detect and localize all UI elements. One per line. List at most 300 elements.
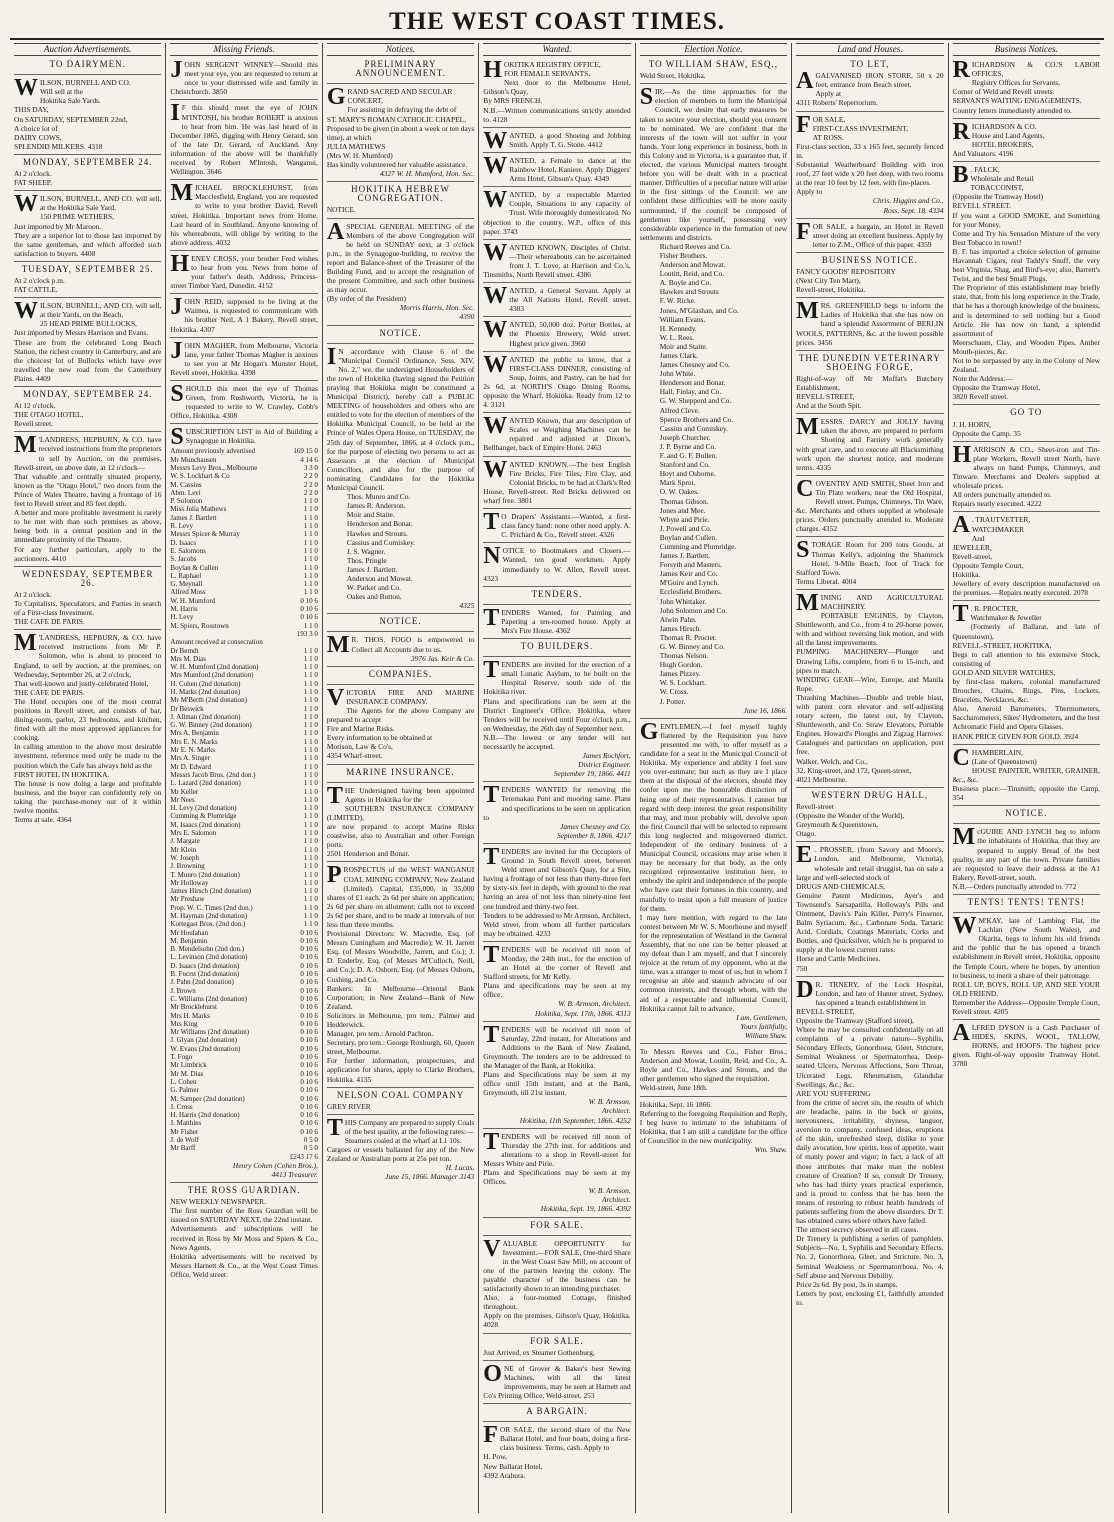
ad-body: A . TRAUTVETTER, WATCHMAKER And JEWELLER, Revell-street, Opposite Temple Court, Hokitika. Jewellery of every description manufactured on the premises.—Repairs neatly executed. 2078 bbox=[952, 512, 1100, 598]
subscription-row bbox=[170, 696, 317, 704]
subscription-amount: 0 10 6 bbox=[300, 1053, 318, 1062]
subscription-row bbox=[170, 837, 317, 845]
subscriber-name: Prop. W. C. Times (2nd don.) bbox=[170, 903, 253, 912]
subscription-amount: 0 10 6 bbox=[300, 1111, 318, 1120]
ad-body: CHAMBERLAIN, (Late of Queenstown) HOUSE PAINTER, WRITER, GRAINER, &c., &c. Business place:—Tinsmith, opposite the Camp. 354 bbox=[952, 744, 1100, 803]
subscription-row bbox=[170, 1012, 317, 1020]
subscriber-name: D. Isaacs bbox=[170, 538, 197, 547]
ad-body: T . R. PROCTER, Watchmaker & Jeweller (Formerly of Ballarat, and late of Queenstown), REVELL-STREET, HOKITIKA, Begs to call attention to his extensive Stock, consisting of GOLD AND SILVER WATCHES, by first-class makers, colonial manufactured Brooches, Chains, Rings, Pins, Lockets, Bracelets, Necklaces, &c. Also, Aneroid Barometers, Thermometers, Saccharometers, Sikes' Hydrometers, and the best Achromatic Field and Opera Glasses. BANK PRICE GIVEN FOR GOLD. 3924 bbox=[952, 601, 1100, 741]
ad-body: NOTICE to Bootmakers and Closers.—Wanted, ten good workmen. Apply immediately to W. Allen, Revell street. 4323 bbox=[483, 543, 631, 583]
advertisement bbox=[14, 298, 162, 387]
signatory-name: O. W. Oakes. bbox=[659, 487, 699, 497]
subscriber-name: W. S. Lockhart & Co bbox=[170, 472, 230, 481]
signatory-name: Anderson and Mowat. bbox=[659, 260, 726, 270]
subscription-amount: 1 1 0 bbox=[303, 812, 318, 821]
drop-cap: W bbox=[483, 152, 508, 179]
subscription-amount: 0 10 6 bbox=[300, 928, 318, 937]
subscriber-name: Mr M'Berth (2nd donation) bbox=[170, 696, 247, 705]
subscriber-name: Mr Williams (2nd donation) bbox=[170, 1028, 250, 1037]
drop-cap: T bbox=[483, 941, 500, 968]
advertisement bbox=[483, 1422, 631, 1483]
ad-body: JOHN SERGENT WINNEY—Should this meet your eye, you are requested to return at once to your distressed wife and family in Christchurch. 3850 bbox=[170, 57, 318, 97]
ad-title: TENDERS. bbox=[531, 588, 583, 599]
signatory-name: H. Kennedy. bbox=[659, 323, 697, 333]
ad-body: McGUIRE AND LYNCH beg to inform the inhabitants of Hokitika, that they are prepared to supply Bread of the best quality, in any part of the town. Private families are requested to leave their address at the A1 Bakery, Revell-street, south. N.B.—Orders punctually attended to. 772 bbox=[952, 824, 1100, 891]
subscriber-name: Mrs M. Dias bbox=[170, 654, 207, 663]
advertisement bbox=[952, 162, 1100, 405]
subscription-row bbox=[170, 447, 317, 455]
subscriber-name: C. Williams (2nd donation) bbox=[170, 994, 248, 1003]
subscription-row bbox=[170, 929, 317, 937]
ad-body: At 2 o'clock. To Capitalists, Speculators, and Parties in search of a First-class Investment. THE CAFE DE PARIS. bbox=[14, 589, 162, 627]
subscription-row bbox=[170, 1061, 317, 1069]
ad-title: MONDAY, SEPTEMBER 24. bbox=[22, 156, 153, 167]
signatory-name: John White. bbox=[659, 369, 696, 379]
advertisement bbox=[639, 718, 788, 1044]
subscription-row bbox=[170, 779, 317, 787]
subscription-row bbox=[170, 871, 317, 879]
ad-body: PROSPECTUS of the WEST WANGANUI COAL MINING COMPANY, New Zealand (Limited). Capital, £35,000, in 35,000 shares of £1 each. 2s 6d per share on application; 2s 6d per share on allotment; calls not to exceed 2s 6d per share, and to be made at intervals of not less than three months. Provisional Directors: W. Macredie, Esq. (of Messrs Cuningham and Macredie); W. H. Jarrett Esq. (of Messrs Woodville, Jarrett, and Co.); J. D. Enderby, Esq. (of Messrs M'Culloch, Neill, and Co.); D. A. Osborn, Esq. (of Messrs Osborn, Cushing, and Co. Bankers: In Melbourne—Oriental Bank Corporation; in New Zealand—Bank of New Zealand. Solicitors in Melbourne, pro tem.: Palmer and Hedderwick. Manager, pro tem.: Arnold Pachton. Secretary, pro tem.: George Roxburgh, 60, Queen street, Melbourne. For further information, prospectuses, and application for shares, apply to Clarke Brothers, Hokitika. 4135 bbox=[326, 862, 475, 1084]
subscription-row bbox=[170, 572, 317, 580]
subscription-amount: 1 1 0 bbox=[303, 845, 318, 854]
ad-body: SIR,—As the time approaches for the election of members to form the Municipal Council, we desire that early measures be taken to secure your election, should you consent to be nominated. We are confident that the interests of the town will not suffer in your hands. Your long experience in business, both in this Colony and in Victoria, is a guarantee that, if elected, the various Municipal matters brought before you will be dealt with in a practical manner. Difficulties of a peculiar nature will arise in the first sittings of the Council: we are confident these difficulties will be more easily surmounted, if the council be composed of gentlemen like yourself, possessing very considerable experience in the formation of new settlements and districts. bbox=[639, 84, 788, 242]
ad-title: TO WILLIAM SHAW, ESQ., bbox=[648, 59, 778, 70]
drop-cap: W bbox=[483, 187, 508, 214]
column-3 bbox=[322, 43, 478, 1513]
subscription-row bbox=[170, 788, 317, 796]
subscription-row bbox=[170, 821, 317, 829]
advertisement bbox=[640, 1047, 787, 1096]
drop-cap: W bbox=[483, 317, 508, 344]
ad-body: NEW WEEKLY NEWSPAPER. The first number of the Ross Guardian will be issued on SATURDAY NEXT, the 22nd instant. Advertisements and subscriptions will be received in Ross by Mr Moss and Spiers & Co., News Agents. Hokitika advertisements will be received by Messrs Harnett & Co., at the West Coast Times Office, Weld street. bbox=[170, 1197, 318, 1279]
ad-body: TENDERS will be received till noon of Monday, the 24th inst., for the erection of an Hotel at the corner of Revell and Stafford streets, for Mr Kelly. Plans and specifications may be seen at my office. bbox=[483, 941, 631, 1000]
subscription-row bbox=[170, 497, 317, 505]
drop-cap: W bbox=[483, 283, 508, 310]
ad-body: JOHN REID, supposed to be living at the Waimea, is requested to communicate with his brother Neil, A 1 Bakery, Revell street, Hokitika. 4307 bbox=[170, 294, 318, 334]
subscription-row bbox=[170, 953, 317, 961]
subscriber-name: M. Hayman (2nd donation) bbox=[170, 912, 248, 920]
drop-cap: T bbox=[483, 1128, 500, 1155]
subscription-amount: 1 1 0 bbox=[303, 853, 318, 862]
drop-cap: W bbox=[483, 239, 508, 266]
subscriber-name bbox=[170, 1153, 283, 1161]
subscription-amount: 1 1 0 bbox=[303, 522, 318, 531]
signatory-name: Thos. Munro and Co. bbox=[346, 492, 411, 502]
signatory-name: Whyte and Pirie. bbox=[659, 514, 710, 524]
advertisement bbox=[483, 642, 630, 657]
signatory-name: William Evans. bbox=[659, 314, 706, 324]
ad-body: SHOULD this meet the eye of Thomas Green, from Rushworth, Victoria, he is requested to write to W. Crawley, Cobb's Office, Hokitika. 4308 bbox=[170, 381, 318, 421]
subscription-amount: 1 1 0 bbox=[303, 621, 318, 630]
drop-cap: H bbox=[483, 57, 502, 84]
subscription-row bbox=[170, 514, 317, 522]
subscription-row bbox=[170, 1078, 317, 1086]
advertisement bbox=[640, 60, 787, 84]
ad-body: M 'LANDRESS, HEPBURN, & CO. have received instructions from Mr P. Solomon, who is about to proceed to England, to sell by auction, at the premises, on Wednesday, September 26, at 2 o'clock, That well-known and justly-celebrated Hotel, THE CAFE DE PARIS. The Hotel occupies one of the most central positions in Revell street, and consists of bar, dining-room, parlor, 23 bedrooms, and kitchen, fitted with all the most approved appliances for cooking. In calling attention to the above most desirable investment, reference need only be made to the position which the Cafe has always held as the FIRST HOTEL IN HOKITIKA. The house is now doing a large and profitable business, and the buyer can confidently rely on taking the purchase-money out of it within twelve months. Terms at sale. 4364 bbox=[14, 630, 162, 825]
subscription-row bbox=[170, 804, 317, 812]
subscription-amount: 1 1 0 bbox=[303, 795, 318, 804]
subscription-row bbox=[170, 671, 317, 679]
ad-body: At 2 o'clock p.m. FAT CATTLE. bbox=[14, 275, 65, 295]
subscription-amount: 1 1 0 bbox=[303, 497, 318, 506]
advertisement bbox=[796, 111, 944, 219]
subscriber-name: Kortegast Bros. (2nd don.) bbox=[170, 920, 246, 929]
subscription-amount: 1 1 0 bbox=[303, 671, 318, 680]
subscriber-name: H. Marks (2nd donation) bbox=[170, 687, 241, 696]
drop-cap: G bbox=[639, 718, 659, 745]
subscription-amount: 0 5 0 bbox=[303, 1144, 318, 1153]
subscriber-name bbox=[170, 630, 283, 638]
drop-cap: J bbox=[170, 57, 183, 84]
subscription-row bbox=[170, 613, 317, 621]
subscriber-name: J. Margate bbox=[170, 837, 200, 846]
subscription-row bbox=[170, 987, 317, 995]
ad-body: J. H. HORN, Opposite the Camp. 35 bbox=[952, 419, 1021, 438]
ad-body: VALUABLE OPPORTUNITY for Investment.—FOR SALE, One-third Share in the West Coast Saw Mill, on account of one of the partners leaving the colony. The payable character of the business can be satisfactorily shown to an intending purchaser. Also, a four-roomed Cottage, finished throughout. Apply on the premises, Gibson's Quay, Hokitika. 4028 bbox=[483, 1235, 631, 1330]
ad-title: THE DUNEDIN VETERINARY SHOEING FORGE, bbox=[798, 352, 941, 372]
column-heading: Notices. bbox=[327, 43, 474, 56]
advertisement bbox=[483, 604, 631, 639]
subscription-row bbox=[170, 920, 317, 928]
signatory-name: Hugh Gordon. bbox=[659, 660, 703, 670]
drop-cap: J bbox=[170, 294, 183, 321]
subscriber-name: Mrs Mumford (2nd donation) bbox=[170, 671, 254, 680]
drop-cap: C bbox=[796, 475, 814, 502]
subscriber-name: Mrs E. Salomon bbox=[170, 829, 217, 838]
subscription-row bbox=[170, 995, 317, 1003]
signatory-name: W. Cross. bbox=[659, 687, 689, 697]
advertisement bbox=[170, 381, 318, 424]
ad-signature: Chris. Higgins and Co., Ross, Sept. 18. 4334 bbox=[872, 196, 944, 215]
signatory-name: W. Parker and Co. bbox=[346, 583, 401, 593]
signatory-name: Boylan and Cullen. bbox=[659, 532, 717, 542]
signatory-name: James J. Bartlett. bbox=[659, 551, 711, 561]
signatory-name: Jones and Mee. bbox=[659, 505, 706, 515]
signatory-name: J. Potter. bbox=[659, 696, 686, 706]
subscriber-name: J. Browning bbox=[170, 862, 205, 871]
drop-cap: E bbox=[796, 842, 813, 869]
subscriber-name: T. Munro (2nd donation) bbox=[170, 870, 240, 879]
advertisement bbox=[483, 413, 631, 456]
ad-title: TO LET, bbox=[850, 59, 890, 70]
ad-body: WANTED KNOWN.—The best English Fire Bricks, Fire Tiles, Fire Clay, and Colonial Bricks, to be had at Clark's Red House, Revell-street. Red Bricks delivered on wharf free. 3801 bbox=[483, 456, 631, 505]
drop-cap: M bbox=[952, 824, 976, 851]
ad-body: WILSON, BURNELL AND CO. Will sell at the Hokitika Sale Yards. THIS DAY, On SATURDAY, SEPTEMBER 22nd, A choice lot of DAIRY COWS, SPLENDID MILKERS. 4318 bbox=[14, 75, 131, 151]
advertisement bbox=[483, 509, 631, 543]
signatory-name: M'Guire and Lynch. bbox=[659, 578, 720, 588]
subscription-amount: 0 10 6 bbox=[300, 1003, 318, 1012]
subscriber-name: G. W. Binney (2nd donation) bbox=[170, 721, 252, 730]
drop-cap: T bbox=[952, 601, 969, 628]
advertisement bbox=[796, 842, 944, 976]
drop-cap: W bbox=[483, 456, 508, 483]
ad-body: TENDERS are invited for the Occupiers of Ground in South Revell street, between Weld street and Gibson's Quay, for a Site, having a frontage of not less than thirty-three feet by sixty-six feet in depth, with ground to the rear having an area of not less than ninety-nine feet one hundred and thirty-two feet. Tenders to be addressed to Mr Armson, Architect, Weld street, from whom all further particulars may be obtained. 4233 bbox=[483, 843, 631, 938]
signatory-name: Hoyt and Osborne. bbox=[659, 469, 716, 479]
signatory-name: James R. Anderson. bbox=[346, 501, 406, 511]
subscription-row bbox=[170, 796, 317, 804]
subscription-row bbox=[170, 904, 317, 912]
subscriber-name: J. Allman (2nd donation) bbox=[170, 712, 241, 721]
advertisement bbox=[483, 1407, 630, 1422]
subscription-row bbox=[170, 1119, 317, 1127]
subscriber-name: H. Levy bbox=[170, 613, 194, 622]
drop-cap: S bbox=[170, 381, 184, 407]
subscription-amount: 1 1 0 bbox=[303, 538, 318, 547]
ad-title: WEDNESDAY, SEPTEMBER 26. bbox=[21, 568, 154, 588]
subscription-row bbox=[170, 912, 317, 920]
subscriber-name: M. Spiers, Rosstown bbox=[170, 621, 229, 630]
drop-cap: A bbox=[952, 512, 970, 539]
ad-title: THE ROSS GUARDIAN. bbox=[187, 1185, 301, 1196]
subscription-amount: 0 10 6 bbox=[300, 1019, 318, 1028]
subscription-amount: 0 10 6 bbox=[300, 978, 318, 987]
signatory-name: F. and G. F. Bullen. bbox=[659, 451, 718, 461]
column-heading: Missing Friends. bbox=[170, 43, 317, 56]
subscription-row bbox=[170, 854, 317, 862]
drop-cap: W bbox=[952, 913, 977, 940]
signatory-name: G. W. Binney and Co. bbox=[659, 642, 725, 651]
subscription-amount: 0 10 6 bbox=[300, 1077, 318, 1086]
advertisement bbox=[170, 294, 318, 337]
advertisement bbox=[796, 354, 943, 415]
advertisement bbox=[14, 570, 161, 631]
ad-body: RICHARDSON & CO.'S LABOR OFFICES, Registry Offices for Servants, Corner of Weld and Revell streets. SERVANTS WAITING ENGAGEMENTS. Country letters immediately attended to. bbox=[952, 57, 1100, 115]
subscription-amount: 1 1 0 bbox=[303, 563, 318, 572]
subscription-amount: 1 1 0 bbox=[303, 870, 318, 879]
subscription-amount: 193 3 0 bbox=[296, 629, 318, 638]
subscriber-name: Messrs Jacob Bros. (2nd don.) bbox=[170, 770, 256, 779]
ad-body: HARRISON & CO., Sheet-iron and Tin-plate Workers, Revell street North, have always on hand Pumps, Chimneys, and Tinware. Merchants and Dealers supplied at wholesale prices. All orders punctually attended to. Repairs neatly executed. 4222 bbox=[952, 441, 1100, 509]
subscription-row bbox=[170, 539, 317, 547]
subscription-amount: 1 1 0 bbox=[303, 737, 318, 746]
advertisement bbox=[483, 1337, 630, 1361]
subscription-amount: 1 1 0 bbox=[303, 687, 318, 696]
drop-cap: A bbox=[796, 68, 814, 95]
subscriber-name: M. Benjamin bbox=[170, 936, 208, 945]
subscriber-name: Boylan & Cullen bbox=[170, 563, 219, 572]
ad-title: NOTICE. bbox=[379, 327, 422, 338]
subscriber-name: S. Jacobs bbox=[170, 555, 197, 564]
ad-title: TO BUILDERS. bbox=[520, 641, 594, 652]
subscription-amount: 1 1 0 bbox=[303, 862, 318, 871]
drop-cap: J bbox=[170, 337, 183, 364]
advertisement bbox=[640, 1100, 787, 1158]
advertisement bbox=[326, 632, 475, 666]
advertisement bbox=[483, 239, 631, 283]
subscription-row bbox=[170, 663, 317, 671]
signatory-name: James Keir and Co. bbox=[659, 569, 718, 579]
subscription-row bbox=[170, 464, 317, 472]
subscription-row bbox=[170, 812, 317, 820]
advertisement bbox=[483, 283, 631, 317]
subscription-row bbox=[170, 1095, 317, 1103]
advertisement bbox=[796, 414, 944, 476]
ad-title: FOR SALE. bbox=[530, 1219, 584, 1230]
subscriber-name: T. Fogo bbox=[170, 1053, 193, 1062]
subscription-row bbox=[170, 895, 317, 903]
advertisement bbox=[483, 152, 631, 187]
subscriber-name: Mrs H. Marks bbox=[170, 1011, 210, 1020]
subscriber-name: D. Isaacs (2nd donation) bbox=[170, 961, 240, 970]
advertisement bbox=[483, 1021, 631, 1129]
subscriber-name: Amount previously advertised bbox=[170, 447, 256, 456]
drop-cap: M bbox=[14, 432, 37, 459]
subscription-row bbox=[170, 738, 317, 746]
subscription-amount: 1 1 0 bbox=[303, 663, 318, 672]
ad-body: ALFRED DYSON is a Cash Purchaser of HIDES, SKINS, WOOL, TALLOW, HORNS, and HOOFS. The highest price given. Right-of-way opposite Tramway Hotel. 3780 bbox=[952, 1020, 1100, 1069]
subscriber-name: L. Lazard (2nd donation) bbox=[170, 779, 241, 788]
advertisement bbox=[952, 118, 1100, 162]
advertisement bbox=[326, 782, 475, 863]
subscriber-name: Mr M. Dias bbox=[170, 1069, 204, 1078]
drop-cap: H bbox=[952, 441, 972, 468]
advertisement bbox=[952, 512, 1100, 601]
signatory-name: Moir and Staite. bbox=[346, 510, 395, 520]
subscription-row bbox=[170, 647, 317, 655]
ad-body: WANTED, a good Shoeing and Jobbing Smith. Apply T. G. Stone. 4412 bbox=[483, 127, 631, 154]
masthead: THE WEST COAST TIMES. bbox=[10, 8, 1104, 40]
ad-title: TENTS! TENTS! TENTS! bbox=[967, 896, 1085, 907]
ad-body: Just Arrived, ex Steamer Gothenburg, bbox=[483, 1347, 595, 1357]
advertisement bbox=[326, 684, 475, 765]
ad-body: WANTED KNOWN, Disciples of Christ.—Their whereabouts can be ascertained from J. T. Love, at Harrison and Co.'s, Tinsmiths, North Revell street. 4386 bbox=[483, 239, 631, 279]
advertisement bbox=[327, 60, 474, 84]
signatory-name: Spence Brothers and Co. bbox=[659, 414, 734, 424]
drop-cap: T bbox=[483, 782, 500, 809]
ad-body: TENDERS Wanted, for Painting and Papering a ten-roomed house. Apply at Mrs's Fire House. 4362 bbox=[483, 604, 631, 635]
subscription-amount: 1 1 0 bbox=[303, 912, 318, 920]
subscriber-name: J. Glyan (2nd donation) bbox=[170, 1036, 237, 1045]
drop-cap: P bbox=[326, 862, 342, 889]
drop-cap: W bbox=[14, 75, 38, 102]
advertisement bbox=[953, 809, 1100, 824]
ad-body: Right-of-way off Mr Moffat's Butchery Establishment, REVELL STREET, And at the South Spit. bbox=[796, 373, 944, 411]
subscription-amount: 0 10 6 bbox=[300, 961, 318, 970]
subscriber-name: B. Fucrst (2nd donation) bbox=[170, 970, 240, 979]
advertisement bbox=[952, 57, 1100, 119]
signatory-name: Richard Reeves and Co. bbox=[659, 241, 732, 251]
signatory-name: J. P. Byrne and Co. bbox=[659, 441, 717, 451]
ad-body: M 'LANDRESS, HEPBURN, & CO. have received instructions from the proprietors to sell by Auction, on the premises, Revell-street, on above date, at 12 o'clock— That valuable and centrally situated property, known as the "Otago Hotel," two doors from the Prince of Wales Theatre, having a frontage of 16 feet to Revell street and 85 feet depth. A better and more profitable investment is rarely to be met with than such premises as above, being both in a central position and in the immediate proximity of the Theatre. For any further particulars, apply to the auctioneers. 4410 bbox=[14, 432, 162, 563]
ad-title: NELSON COAL COMPANY bbox=[336, 1089, 465, 1100]
ad-body: Revell-street (Opposite the Wonder of the World), Greymouth & Queenstown, Otago. bbox=[796, 801, 905, 839]
subscriber-name: Amount received at consecration bbox=[170, 638, 263, 647]
drop-cap: A bbox=[952, 1020, 970, 1047]
ad-body: SUBSCRIPTION LIST in Aid of Building a Synagogue in Hokitika. bbox=[170, 424, 318, 451]
advertisement bbox=[483, 543, 631, 586]
subscription-row bbox=[170, 597, 317, 605]
subscription-amount: 1 1 0 bbox=[303, 895, 318, 904]
subscriber-name: Mr Klein bbox=[170, 845, 197, 854]
ad-body: E . PROSSER, (from Savory and Moore's, London, and Melbourne, Victoria), wholesale and retail druggist, has on sale a large and well-selected stock of DRUGS AND CHEMICALS, Genuine Patent Medicines, Ayer's and Townsend's Sarsaparilla, Holloway's Pills and Ointment, Davis's Pain Killer, Perry's Finsener, Balm Syriacum, &c., Carbonate Soda, Tartaric Acid, Cordials, Coatings Materials, Corks and Bottles, and Quicksilver, which he is prepared to supply at the lowest current rates. Horse and Cattle Medicines. 750 bbox=[796, 842, 944, 973]
subscription-row bbox=[170, 1103, 317, 1111]
signatory-name: James Clark. bbox=[659, 351, 698, 360]
advertisement bbox=[326, 1114, 475, 1185]
drop-cap: M bbox=[796, 589, 819, 616]
subscription-row bbox=[170, 713, 317, 721]
column-heading: Wanted. bbox=[483, 43, 630, 56]
subscription-amount: 1 1 0 bbox=[303, 746, 318, 755]
drop-cap: T bbox=[483, 657, 500, 684]
signatory-name: Cassius and Comiskey. bbox=[659, 423, 728, 433]
advertisement bbox=[14, 60, 161, 75]
advertisement bbox=[170, 57, 318, 100]
subscriber-name: E. Salomons bbox=[170, 546, 206, 555]
subscription-amount: 2 2 0 bbox=[303, 472, 318, 481]
drop-cap: W bbox=[483, 127, 508, 154]
drop-cap: N bbox=[483, 543, 501, 570]
signatory-name: Anderson and Mowat. bbox=[346, 573, 413, 583]
subscriber-name: M. Isaacs (2nd donation) bbox=[170, 820, 241, 829]
signatory-name: Cumming and Plumridge. bbox=[659, 541, 737, 551]
ad-body: B . FALCK, Wholesale and Retail TOBACCONIST, (Opposite the Tramway Hotel) REVELL STREET. If you want a GOOD SMOKE, and Something for your Money, Come and Try his Sensation Mixture of the very Best Tobacco in town!! B. F. has imported a choice selection of genuine Havannah Cigars, real Taddy's Snuff, the very best Virginia, Shag, and Bird's-eye; also, Barrett's Twist, and the best Small Plugs. The Proprietor of this establishment may briefly state, that, from his long experience in the Trade, that he has a thorough knowledge of the business, and is determined to sell nothing but a Good Article. He has now on hand, a splendid assortment of Meerschaum, Clay, and Wooden Pipes, Amber Mouth-pieces, &c. Not to be surpassed by any in the Colony of New Zealand. Note the Address:— Opposite the Tramway Hotel, 3820 Revell street. bbox=[952, 162, 1100, 402]
drop-cap: M bbox=[326, 632, 350, 659]
subscription-amount: 169 15 0 bbox=[293, 447, 318, 456]
subscription-amount: 1 1 0 bbox=[303, 696, 318, 705]
drop-cap: S bbox=[170, 424, 184, 451]
columns-container bbox=[10, 43, 1104, 1513]
advertisement bbox=[952, 744, 1100, 807]
advertisement bbox=[326, 218, 475, 326]
ad-title: HOKITIKA HEBREW CONGREGATION. bbox=[351, 184, 450, 204]
signatory-name: Henderson and Bonar. bbox=[346, 519, 413, 529]
ad-signature: James Rochfort, District Engineer. September 19, 1866. 4411 bbox=[553, 751, 631, 779]
subscriber-name: B. Mendelsohn (2nd don.) bbox=[170, 945, 245, 954]
drop-cap: V bbox=[326, 684, 345, 711]
signatory-name: Fisher Brothers. bbox=[659, 250, 708, 260]
subscription-amount: 0 10 6 bbox=[300, 936, 318, 945]
ad-title: PRELIMINARY ANNOUNCEMENT. bbox=[355, 59, 446, 79]
subscription-row bbox=[170, 771, 317, 779]
signatory-name: John Solomon and Co. bbox=[659, 605, 728, 615]
ad-title: NOTICE. bbox=[1005, 808, 1048, 819]
column-heading: Land and Houses. bbox=[796, 43, 943, 56]
advertisement bbox=[796, 60, 943, 111]
ad-body: WANTED Known, that any description of Scales or Weighing Machines can be repaired and adjusted at Dixon's, Bellhanger, back of Empire Hotel. 2463 bbox=[483, 413, 631, 453]
ad-body: WANTED, 50,000 doz. Porter Bottles, at the Phoenix Brewery, Weld street. Highest price given. 3960 bbox=[483, 317, 631, 348]
subscriber-name: W. Evans (2nd donation) bbox=[170, 1044, 241, 1053]
subscriber-name: Mr E. N. Marks bbox=[170, 746, 215, 755]
subscription-row bbox=[170, 1028, 317, 1036]
subscription-amount: 3 3 0 bbox=[303, 463, 318, 472]
drop-cap: I bbox=[326, 343, 337, 370]
advertisement bbox=[483, 941, 631, 1022]
advertisement bbox=[952, 913, 1100, 1020]
signatory-name: John Whittaker. bbox=[659, 596, 707, 606]
ad-body: At 2 o'clock. FAT SHEEP. bbox=[14, 169, 52, 188]
ad-title: WESTERN DRUG HALL, bbox=[811, 789, 929, 800]
advertisement bbox=[796, 589, 944, 788]
ad-body: I F this should meet the eye of JOHN M'INTOSH, his brother ROBERT is anxious to hear from him. He was last heard of in December 1865, digging with Henry Gerard, son of the late Dr. Gerard, of Auckland. Any information of the above will be thankfully received by Robert M'Intosh, Wanganui, Wellington. 3646 bbox=[170, 100, 318, 177]
ad-signature: June 16, 1866. bbox=[743, 705, 788, 715]
subscription-row bbox=[170, 729, 317, 737]
advertisement bbox=[952, 824, 1100, 895]
subscriber-name: Mr Munchausen bbox=[170, 455, 217, 464]
subscription-amount: 0 10 6 bbox=[300, 1061, 318, 1070]
subscription-row bbox=[170, 622, 317, 630]
signatory-name: Alwin Pahn. bbox=[659, 614, 697, 624]
subscription-amount: 0 10 6 bbox=[300, 1086, 318, 1095]
advertisement bbox=[326, 343, 475, 615]
subscription-table bbox=[170, 447, 317, 1161]
drop-cap: D bbox=[796, 976, 814, 1003]
subscription-amount bbox=[284, 638, 318, 646]
column-6 bbox=[791, 43, 947, 1513]
ad-body: MRS. GREENFIELD begs to inform the Ladies of Hokitika that she has now on hand a splendid Assortment of BERLIN WOOLS, PATTERNS, &c. at the lowest possible prices. 3456 bbox=[796, 298, 944, 347]
subscription-amount: 1 1 0 bbox=[303, 770, 318, 779]
subscription-row bbox=[170, 1045, 317, 1053]
subscription-amount: 0 10 6 bbox=[300, 1036, 318, 1045]
